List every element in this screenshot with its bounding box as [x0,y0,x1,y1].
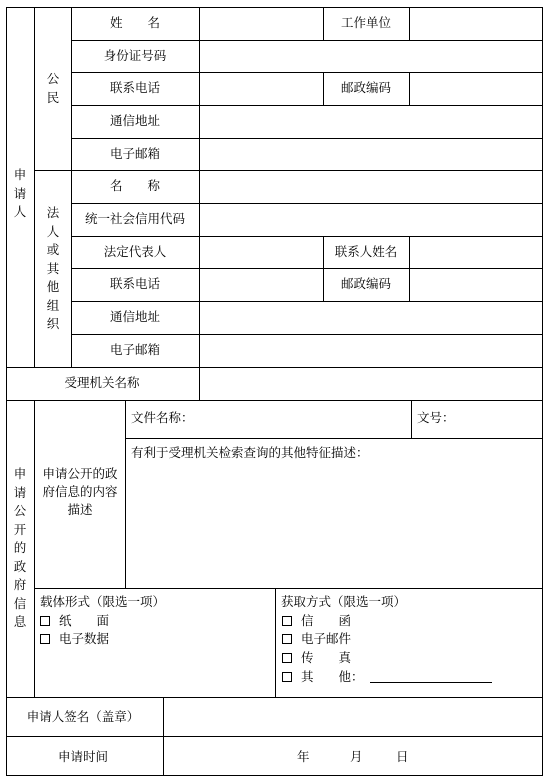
divider [71,7,72,367]
signature-label: 申请人签名（盖章） [26,709,140,724]
carrier-title: 载体形式（限选一项） [40,594,166,609]
checkbox-icon[interactable] [282,653,292,663]
divider [323,72,324,105]
org-postcode-field[interactable] [410,269,542,301]
org-address-label: 通信地址 [109,309,161,324]
citizen-name-label: 姓 名 [109,15,161,30]
checkbox-icon[interactable] [282,634,292,644]
org-contact-name-label: 联系人姓名 [334,244,398,259]
application-form [6,7,543,776]
doc-no-label: 文号： [417,410,455,425]
org-contact-name-field[interactable] [410,237,542,268]
org-phone-label: 联系电话 [109,276,161,291]
date-year-label: 年 [297,749,310,764]
checkbox-icon[interactable] [40,616,50,626]
org-legal-rep-label: 法定代表人 [103,244,167,259]
citizen-address-field[interactable] [200,106,542,138]
citizen-postcode-field[interactable] [410,73,542,105]
citizen-email-field[interactable] [200,139,542,170]
carrier-option-paper[interactable]: 纸 面 [40,613,109,629]
citizen-id-field[interactable] [200,41,542,72]
org-address-field[interactable] [200,302,542,334]
applicant-group-label: 申请人 [13,167,27,219]
border-bottom [6,775,543,776]
checkbox-icon[interactable] [282,616,292,626]
org-name-field[interactable] [200,171,542,203]
access-other-input-line[interactable] [370,670,492,683]
doc-name-field[interactable] [196,401,410,438]
signature-field[interactable] [164,698,542,736]
border-left [6,7,7,776]
citizen-id-label: 身份证号码 [103,48,167,63]
org-credit-code-field[interactable] [200,204,542,236]
request-group-label: 申请公开的政府信息 [13,466,27,629]
divider [34,400,35,697]
divider [275,588,276,697]
access-option-other[interactable]: 其 他： [282,669,492,685]
citizen-name-field[interactable] [200,8,323,40]
org-name-label: 名 称 [109,178,161,193]
citizen-postcode-label: 邮政编码 [340,80,392,95]
divider [125,438,543,439]
citizen-group-label: 公民 [46,71,60,105]
org-postcode-label: 邮政编码 [340,276,392,291]
citizen-email-label: 电子邮箱 [109,146,161,161]
citizen-address-label: 通信地址 [109,113,161,128]
date-month-label: 月 [350,749,363,764]
other-features-label: 有利于受理机关检索查询的其他特征描述： [131,445,369,460]
other-features-field[interactable] [126,463,542,588]
divider [411,400,412,438]
citizen-workplace-label: 工作单位 [340,15,392,30]
carrier-option-electronic[interactable]: 电子数据 [40,631,109,647]
access-option-fax[interactable]: 传 真 [282,650,351,666]
doc-name-label: 文件名称： [131,410,194,425]
citizen-workplace-field[interactable] [410,8,542,40]
access-option-letter[interactable]: 信 函 [282,613,351,629]
access-title: 获取方式（限选一项） [281,594,407,609]
checkbox-icon[interactable] [40,634,50,644]
citizen-phone-field[interactable] [200,73,323,105]
agency-label: 受理机关名称 [64,375,140,390]
access-option-email[interactable]: 电子邮件 [282,631,351,647]
date-label: 申请时间 [57,749,109,764]
agency-field[interactable] [200,368,542,400]
org-email-label: 电子邮箱 [109,342,161,357]
doc-no-field[interactable] [454,401,542,438]
checkbox-icon[interactable] [282,672,292,682]
citizen-phone-label: 联系电话 [109,80,161,95]
divider [323,7,324,40]
divider [34,588,543,589]
date-field[interactable] [164,737,542,775]
border-right [542,7,543,776]
org-phone-field[interactable] [200,269,323,301]
org-credit-code-label: 统一社会信用代码 [84,211,186,226]
org-email-field[interactable] [200,335,542,367]
request-desc-label: 申请公开的政府信息的内容描述 [42,466,118,517]
divider [34,7,35,367]
date-day-label: 日 [396,749,409,764]
org-group-label: 法人或其他组织 [46,205,60,331]
org-legal-rep-field[interactable] [200,237,323,268]
